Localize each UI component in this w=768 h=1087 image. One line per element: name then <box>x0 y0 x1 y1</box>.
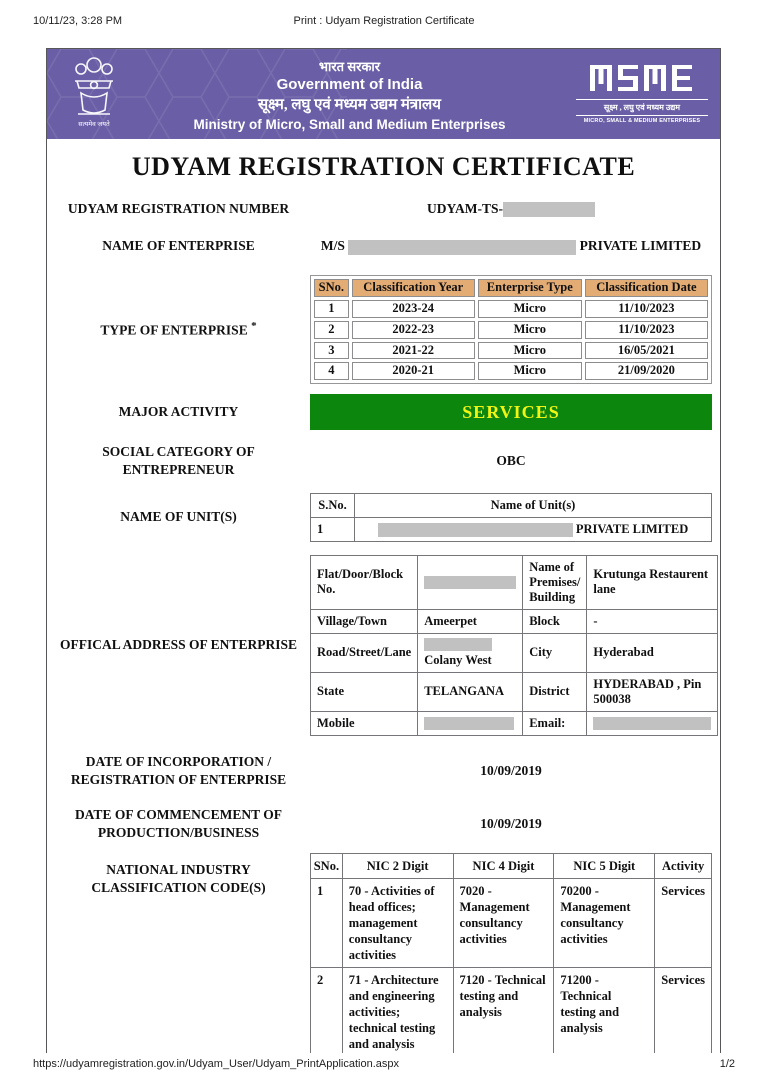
redacted-flat-no <box>424 576 516 589</box>
redacted-unit-name <box>378 523 573 537</box>
address-table <box>310 555 718 736</box>
print-title: Print : Udyam Registration Certificate <box>293 15 475 27</box>
column-header: Classification Year <box>352 279 475 297</box>
msme-logo-english: MICRO, SMALL & MEDIUM ENTERPRISES <box>576 115 708 124</box>
enterprise-name-label: NAME OF ENTERPRISE <box>102 238 255 254</box>
redacted-registration-number <box>503 202 595 217</box>
cell <box>587 711 718 735</box>
incorporation-date-label: DATE OF INCORPORATION / REGISTRATION OF ENTERPRISE <box>70 753 287 787</box>
table-row <box>314 342 708 360</box>
banner-hindi-ministry: सूक्ष्म, लघु एवं मध्यम उद्यम मंत्रालय <box>258 96 441 113</box>
banner-ministry: Ministry of Micro, Small and Medium Enterprises <box>193 116 506 132</box>
column-header: NIC 4 Digit <box>453 853 554 878</box>
cell: 2021-22 <box>352 342 475 360</box>
enterprise-name-value <box>310 238 720 254</box>
enterprise-name-suffix: PRIVATE LIMITED <box>579 238 702 254</box>
column-header: S.No. <box>311 493 355 517</box>
msme-logo-icon <box>590 65 694 91</box>
cell: District <box>523 672 587 711</box>
column-header: SNo. <box>311 853 343 878</box>
cell <box>418 633 523 672</box>
cell: Block <box>523 609 587 633</box>
cell: 7120 - Technical testing and analysis <box>453 967 554 1053</box>
cell <box>418 555 523 609</box>
table-row <box>314 300 708 318</box>
enterprise-name-prefix: M/S <box>320 238 345 254</box>
social-category-row <box>47 443 720 479</box>
certificate <box>46 48 721 1053</box>
enterprise-name-row <box>47 237 720 255</box>
cell: 1 <box>311 878 343 967</box>
cell: Micro <box>478 342 582 360</box>
cell: 21/09/2020 <box>585 362 708 380</box>
cell: 4 <box>314 362 349 380</box>
asterisk: * <box>251 320 257 333</box>
table-row <box>311 672 718 711</box>
cell: City <box>523 633 587 672</box>
commencement-date-value: 10/09/2019 <box>480 816 542 832</box>
cell: 70 - Activities of head offices; management consultancy activities <box>342 878 453 967</box>
classification-header-row <box>314 279 708 297</box>
print-url: https://udyamregistration.gov.in/Udyam_User/Udyam_PrintApplication.aspx <box>33 1058 400 1070</box>
table-row <box>311 711 718 735</box>
units-header-row <box>311 493 712 517</box>
nic-header-row <box>311 853 712 878</box>
cell <box>418 711 523 735</box>
cell: Micro <box>478 321 582 339</box>
cell: 1 <box>314 300 349 318</box>
cell: 7020 - Management consultancy activities <box>453 878 554 967</box>
cell: 1 <box>311 517 355 541</box>
redacted-mobile <box>424 717 514 730</box>
type-of-enterprise-row <box>47 275 720 384</box>
cell: 71 - Architecture and engineering activities; technical testing and analysis <box>342 967 453 1053</box>
type-of-enterprise-label: TYPE OF ENTERPRISE * <box>100 320 257 338</box>
cell: 11/10/2023 <box>585 300 708 318</box>
table-row <box>314 321 708 339</box>
table-row <box>311 967 712 1053</box>
cell: Village/Town <box>311 609 418 633</box>
cell: 70200 - Management consultancy activities <box>554 878 655 967</box>
table-row <box>311 555 718 609</box>
government-banner <box>47 49 720 139</box>
column-header: SNo. <box>314 279 349 297</box>
redacted-road <box>424 638 492 651</box>
table-row <box>314 362 708 380</box>
nic-table <box>310 853 712 1053</box>
table-row <box>311 878 712 967</box>
cell: Hyderabad <box>587 633 718 672</box>
classification-table <box>310 275 712 384</box>
redacted-email <box>593 717 711 730</box>
cell: TELANGANA <box>418 672 523 711</box>
cell: State <box>311 672 418 711</box>
registration-number-value <box>310 201 720 217</box>
registration-number-label: UDYAM REGISTRATION NUMBER <box>67 201 290 216</box>
cell: 2 <box>314 321 349 339</box>
banner-government-of-india: Government of India <box>276 75 423 93</box>
cell: Flat/Door/Block No. <box>311 555 418 609</box>
unit-name-suffix: PRIVATE LIMITED <box>575 521 689 536</box>
cell: Micro <box>478 300 582 318</box>
cell: 2023-24 <box>352 300 475 318</box>
registration-number-prefix: UDYAM-TS- <box>426 200 503 216</box>
cell: Services <box>655 967 712 1053</box>
cell: Email: <box>523 711 587 735</box>
cell: - <box>587 609 718 633</box>
print-footer <box>33 1058 735 1070</box>
incorporation-date-row <box>47 753 720 789</box>
road-value: Colany West <box>424 652 492 667</box>
major-activity-row <box>47 394 720 430</box>
major-activity-value: SERVICES <box>462 401 560 422</box>
cell: 2 <box>311 967 343 1053</box>
major-activity-banner <box>310 394 712 430</box>
table-row <box>311 517 712 541</box>
page-number: 1/2 <box>719 1058 735 1070</box>
column-header: Classification Date <box>585 279 708 297</box>
redacted-enterprise-name <box>348 240 576 255</box>
cell: Micro <box>478 362 582 380</box>
banner-hindi-government: भारत सरकार <box>318 58 381 74</box>
nic-codes-label: NATIONAL INDUSTRY CLASSIFICATION CODE(S) <box>91 861 266 895</box>
cell: Name of Premises/ Building <box>523 555 587 609</box>
column-header: NIC 2 Digit <box>342 853 453 878</box>
national-emblem-icon <box>65 53 123 136</box>
cell: Road/Street/Lane <box>311 633 418 672</box>
banner-titles <box>123 57 576 132</box>
social-category-label: SOCIAL CATEGORY OF ENTREPRENEUR <box>102 444 255 478</box>
registration-number-row <box>47 200 720 218</box>
social-category-value: OBC <box>496 453 526 469</box>
cell: 3 <box>314 342 349 360</box>
table-row <box>311 633 718 672</box>
cell: 11/10/2023 <box>585 321 708 339</box>
cell: 71200 - Technical testing and analysis <box>554 967 655 1053</box>
cell: Mobile <box>311 711 418 735</box>
msme-logo-hindi: सूक्ष्म , लघु एवं मध्यम उद्यम <box>576 99 708 113</box>
address-label: OFFICAL ADDRESS OF ENTERPRISE <box>60 637 297 653</box>
commencement-date-label: DATE OF COMMENCEMENT OF PRODUCTION/BUSINESS <box>74 807 283 841</box>
cell: 2022-23 <box>352 321 475 339</box>
commencement-date-row <box>47 806 720 842</box>
units-table <box>310 493 712 542</box>
incorporation-date-value: 10/09/2019 <box>480 762 542 778</box>
certificate-title: UDYAM REGISTRATION CERTIFICATE <box>131 152 636 181</box>
column-header: NIC 5 Digit <box>554 853 655 878</box>
unit-name-cell <box>355 517 712 541</box>
units-row <box>47 493 720 542</box>
cell: Krutunga Restaurent lane <box>587 555 718 609</box>
column-header: Name of Unit(s) <box>355 493 712 517</box>
msme-logo <box>576 65 708 124</box>
cell: 16/05/2021 <box>585 342 708 360</box>
units-label: NAME OF UNIT(S) <box>120 509 237 525</box>
address-row <box>47 555 720 736</box>
column-header: Activity <box>655 853 712 878</box>
cell: 2020-21 <box>352 362 475 380</box>
table-row <box>311 609 718 633</box>
nic-codes-row <box>47 853 720 1053</box>
cell: Ameerpet <box>418 609 523 633</box>
cell: Services <box>655 878 712 967</box>
cell: HYDERABAD , Pin 500038 <box>587 672 718 711</box>
column-header: Enterprise Type <box>478 279 582 297</box>
print-header <box>33 15 735 27</box>
major-activity-label: MAJOR ACTIVITY <box>118 404 239 420</box>
print-datetime: 10/11/23, 3:28 PM <box>33 15 123 27</box>
emblem-motto: सत्यमेव जयते <box>78 120 110 128</box>
